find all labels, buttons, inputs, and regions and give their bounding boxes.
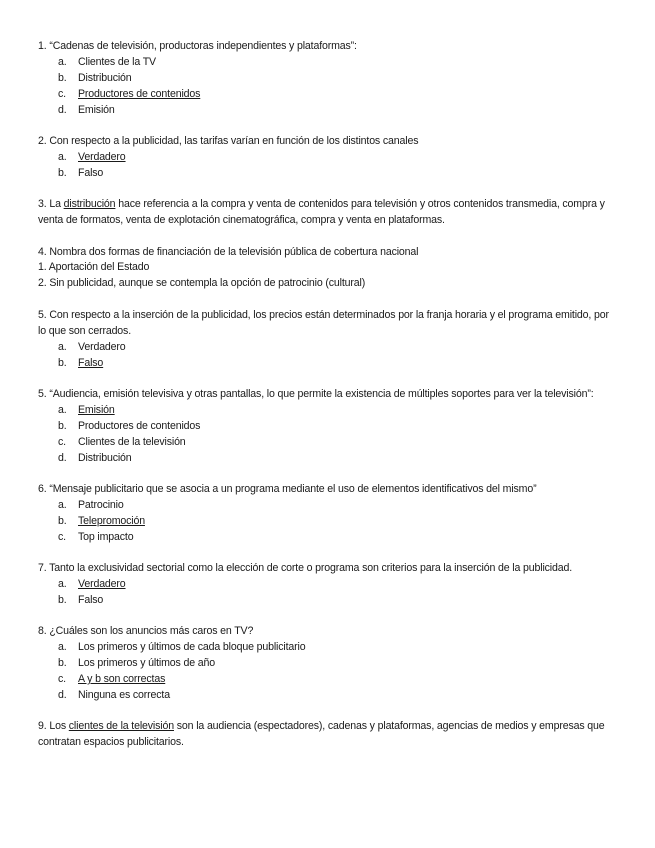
option-b: b. Productores de contenidos <box>58 419 201 432</box>
options-list <box>38 340 618 372</box>
answer-line: 2. Sin publicidad, aunque se contempla la opción de patrocinio (cultural) <box>38 277 366 290</box>
options-list <box>38 150 618 182</box>
question-stem: 5. “Audiencia, emisión televisiva y otras pantallas, lo que permite la existencia de múltiples soportes para ver la televisión”: <box>38 387 594 400</box>
option-b: b. Los primeros y últimos de año <box>58 657 215 670</box>
question-7 <box>38 561 618 609</box>
options-list <box>38 403 618 467</box>
options-list <box>38 498 618 546</box>
option-c: c. Clientes de la televisión <box>58 435 186 448</box>
question-5b <box>38 387 618 467</box>
question-6 <box>38 482 618 546</box>
question-stem: 9. Los clientes de la televisión son la audiencia (espectadores), cadenas y plataformas, agencias de medios y empresas que contratan espacios publicitarios. <box>38 720 605 749</box>
option-b: b. Falso <box>58 593 104 606</box>
document-page <box>38 39 618 767</box>
options-list <box>38 640 618 704</box>
option-c-correct: c. A y b son correctas <box>58 673 166 685</box>
answer-line: 1. Aportación del Estado <box>38 261 150 274</box>
question-stem: 6. “Mensaje publicitario que se asocia a un programa mediante el uso de elementos identificativos del mismo” <box>38 482 537 495</box>
options-list <box>38 577 618 609</box>
options-list <box>38 55 618 119</box>
option-a-correct: a. Emisión <box>58 403 115 416</box>
option-b: b. Distribución <box>58 71 132 84</box>
answer-term: distribución <box>63 198 116 211</box>
option-d: d. Distribución <box>58 451 132 464</box>
option-a: a. Clientes de la TV <box>58 55 156 68</box>
question-2 <box>38 134 618 182</box>
option-a-correct: a. Verdadero <box>58 577 126 590</box>
question-4 <box>38 245 618 293</box>
question-stem: 4. Nombra dos formas de financiación de la televisión pública de cobertura nacional <box>38 245 419 258</box>
option-b-correct: b. Falso <box>58 356 104 369</box>
option-a: a. Patrocinio <box>58 498 124 511</box>
question-stem: 7. Tanto la exclusividad sectorial como la elección de corte o programa son criterios para la inserción de la publicidad. <box>38 562 573 575</box>
question-stem: 2. Con respecto a la publicidad, las tarifas varían en función de los distintos canales <box>38 135 419 148</box>
option-a: a. Los primeros y últimos de cada bloque publicitario <box>58 641 306 654</box>
option-a: a. Verdadero <box>58 340 126 353</box>
question-stem: 8. ¿Cuáles son los anuncios más caros en TV? <box>38 625 254 638</box>
answer-term: clientes de la televisión <box>68 720 174 733</box>
question-stem: 3. La distribución hace referencia a la compra y venta de contenidos para televisión y otros contenidos transmedia, compra y venta de formatos, venta de explotación cinematográfica, compra y venta en plataformas. <box>38 198 605 227</box>
question-8 <box>38 624 618 704</box>
question-9 <box>38 719 618 751</box>
question-stem: 5. Con respecto a la inserción de la publicidad, los precios están determinados por la franja horaria y el programa emitido, por lo que son cerrados. <box>38 308 609 337</box>
option-c: c. Top impacto <box>58 530 134 543</box>
option-a-correct: a. Verdadero <box>58 150 126 163</box>
option-c-correct: c. Productores de contenidos <box>58 87 201 100</box>
option-d: d. Ninguna es correcta <box>58 688 170 701</box>
option-b-correct: b. Telepromoción <box>58 514 145 527</box>
question-stem: 1. “Cadenas de televisión, productoras independientes y plataformas”: <box>38 40 357 52</box>
question-3 <box>38 197 618 229</box>
question-1 <box>38 39 618 119</box>
option-d: d. Emisión <box>58 103 115 116</box>
option-b: b. Falso <box>58 166 104 179</box>
question-5 <box>38 308 618 372</box>
